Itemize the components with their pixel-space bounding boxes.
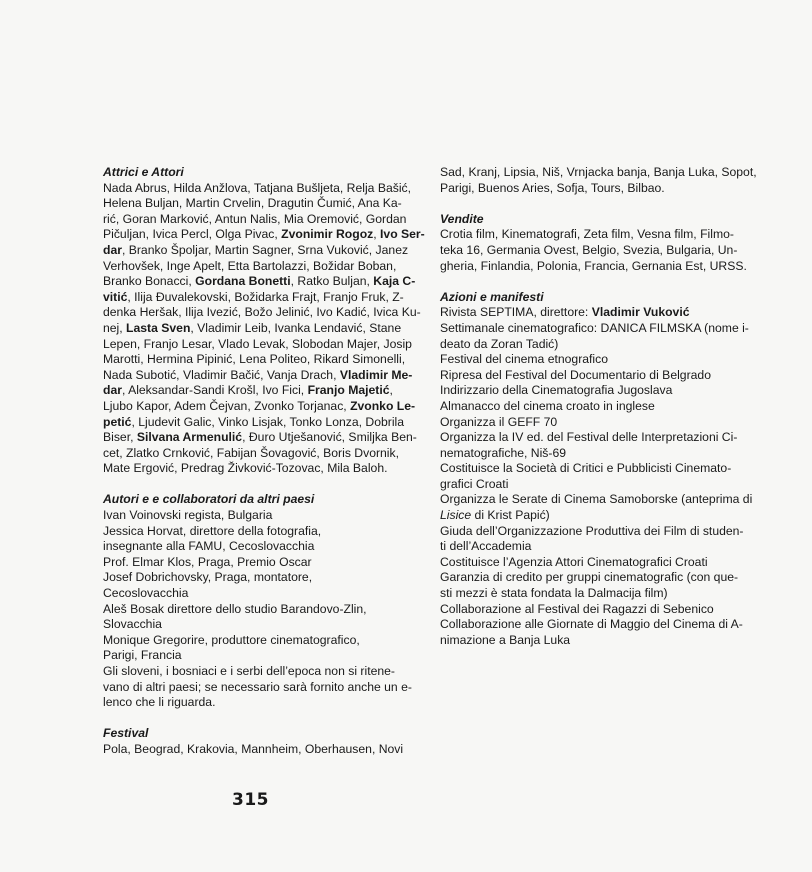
text-run: insegnante alla FAMU, Cecoslovacchia	[103, 539, 315, 554]
text-run: Settimanale cinematografico: DANICA FILMSKA (nome i-	[440, 320, 749, 335]
bold-name: vitić	[103, 289, 128, 304]
text-run: , Đuro Utješanović, Smiljka Ben-	[242, 430, 417, 445]
text-run: Pola, Beograd, Krakovia, Mannheim, Oberhausen, Novi	[103, 741, 404, 756]
text-run: Nada Abrus, Hilda Anžlova, Tatjana Bušljeta, Relja Bašić,	[103, 180, 412, 195]
bold-name: Zvonimir Rogoz	[281, 227, 374, 242]
text-run: Monique Gregorire, produttore cinematografico,	[103, 632, 360, 647]
text-run: deato da Zoran Tadić)	[440, 336, 559, 351]
text-line	[103, 430, 419, 446]
text-line	[440, 181, 758, 197]
text-line	[103, 524, 419, 540]
text-run: Almanacco del cinema croato in inglese	[440, 398, 655, 413]
text-line	[440, 633, 758, 649]
text-run: , Ratko Buljan,	[290, 274, 374, 289]
text-line	[440, 617, 758, 633]
text-run: ti dell’Accademia	[440, 539, 532, 554]
text-line	[103, 243, 419, 259]
text-run: rić, Goran Marković, Antun Nalis, Mia Oremović, Gordan	[103, 211, 407, 226]
text-run: Crotia film, Kinematografi, Zeta film, Vesna film, Filmo-	[440, 227, 734, 242]
text-line	[103, 352, 419, 368]
text-line	[103, 212, 419, 228]
text-run: Indirizzario della Cinematografia Jugoslava	[440, 383, 673, 398]
text-run: Mate Ergović, Predrag Živković-Tozovac, Mila Baloh.	[103, 461, 388, 476]
text-run: Cecoslovacchia	[103, 586, 189, 601]
text-run: Verhovšek, Inge Apelt, Etta Bartolazzi, Božidar Boban,	[103, 258, 397, 273]
text-line	[440, 477, 758, 493]
text-run: lenco che li riguarda.	[103, 695, 216, 710]
text-line	[103, 383, 419, 399]
text-line	[440, 570, 758, 586]
text-run: Marotti, Hermina Pipinić, Lena Politeo, Rikard Simonelli,	[103, 352, 406, 367]
text-run: Aleš Bosak direttore dello studio Barandovo-Zlin,	[103, 601, 367, 616]
text-line	[103, 305, 419, 321]
text-line	[440, 586, 758, 602]
festival-heading: Festival	[103, 726, 149, 741]
text-run: Collaborazione al Festival dei Ragazzi di Sebenico	[440, 601, 714, 616]
bold-name: Zvonko Le-	[350, 398, 416, 413]
text-line	[103, 742, 419, 758]
text-line	[440, 555, 758, 571]
text-line	[103, 508, 419, 524]
actors-heading: Attrici e Attori	[103, 165, 184, 179]
bold-name: Ivo Ser-	[380, 227, 425, 242]
text-line	[103, 586, 419, 602]
text-run: Gli sloveni, i bosniaci e i serbi dell’epoca non si ritene-	[103, 664, 395, 678]
text-line	[440, 415, 758, 431]
text-line	[440, 259, 758, 275]
text-run: vano di altri paesi; se necessario sarà fornito anche un e-	[103, 679, 412, 694]
text-run: Costituisce l’Agenzia Attori Cinematografici Croati	[440, 554, 708, 569]
text-run: Organizza le Serate di Cinema Samoborske (anteprima di	[440, 492, 753, 507]
bold-name: Vladimir Vuković	[591, 305, 690, 320]
text-line	[103, 461, 419, 477]
text-line	[103, 337, 419, 353]
text-line	[103, 633, 419, 649]
text-line	[440, 430, 758, 446]
right-column	[440, 165, 758, 648]
text-run: di Krist Papić)	[471, 508, 550, 523]
text-run: , Vladimir Leib, Ivanka Lendavić, Stane	[190, 320, 402, 335]
text-run: Parigi, Buenos Aries, Sofja, Tours, Bilbao.	[440, 180, 665, 195]
actors-list	[103, 180, 425, 477]
text-line	[103, 664, 419, 680]
text-line	[103, 399, 419, 415]
text-run: ,	[373, 227, 381, 242]
sales-list	[440, 227, 758, 274]
actions-heading: Azioni e manifesti	[440, 289, 544, 304]
bold-name: petić	[103, 414, 132, 429]
bold-name: Lasta Sven	[126, 320, 191, 335]
text-run: teka 16, Germania Ovest, Belgio, Svezia, Bulgaria, Un-	[440, 242, 738, 257]
bold-name: Gordana Bonetti	[195, 274, 291, 289]
bold-name: Kaja C-	[373, 274, 416, 289]
text-line	[440, 524, 758, 540]
text-line	[440, 602, 758, 618]
text-line	[440, 321, 758, 337]
text-run: Ripresa del Festival del Documentario di Belgrado	[440, 367, 711, 382]
text-line	[440, 461, 758, 477]
bold-name: Franjo Majetić	[307, 383, 390, 398]
text-run: gheria, Finlandia, Polonia, Francia, Gernania Est, URSS.	[440, 258, 747, 273]
text-run: Giuda dell’Organizzazione Produttiva dei Film di studen-	[440, 523, 744, 538]
text-run: Biser,	[103, 430, 137, 445]
text-line	[103, 680, 419, 696]
text-run: Costituisce la Società di Critici e Pubblicisti Cinemato-	[440, 461, 732, 476]
page-number: 315	[232, 790, 269, 810]
text-line	[103, 617, 419, 633]
bold-name: Vladimir Me-	[339, 367, 413, 382]
text-run: Sad, Kranj, Lipsia, Niš, Vrnjacka banja, Banja Luka, Sopot,	[440, 165, 757, 179]
text-line	[440, 399, 758, 415]
text-line	[103, 196, 419, 212]
text-line	[440, 383, 758, 399]
text-line	[103, 539, 419, 555]
text-run: Ivan Voinovski regista, Bulgaria	[103, 508, 273, 523]
text-run: Festival del cinema etnografico	[440, 352, 609, 367]
text-line	[440, 352, 758, 368]
text-line	[103, 415, 419, 431]
text-run: Lepen, Franjo Lesar, Vlado Levak, Slobodan Majer, Josip	[103, 336, 412, 351]
text-line	[440, 446, 758, 462]
text-run: cet, Zlatko Crnković, Fabijan Šovagović, Boris Dvornik,	[103, 445, 399, 460]
text-line	[440, 337, 758, 353]
left-column	[103, 165, 425, 758]
text-run: , Aleksandar-Sandi Krošl, Ivo Fici,	[121, 383, 308, 398]
text-line	[440, 305, 758, 321]
text-run: Organizza il GEFF 70	[440, 414, 558, 429]
text-run: Parigi, Francia	[103, 648, 182, 663]
text-line	[103, 368, 419, 384]
text-run: Collaborazione alle Giornate di Maggio del Cinema di A-	[440, 617, 743, 632]
festival-list-continued	[440, 165, 758, 196]
text-line	[103, 321, 419, 337]
festival-list	[103, 742, 419, 758]
text-line	[440, 368, 758, 384]
text-line	[440, 508, 758, 524]
text-run: , Branko Špoljar, Martin Sagner, Srna Vuković, Janez	[121, 242, 409, 257]
text-run: Organizza la IV ed. del Festival delle Interpretazioni Ci-	[440, 430, 738, 445]
text-run: Slovacchia	[103, 617, 162, 632]
text-run: , Ljudevit Galic, Vinko Lisjak, Tonko Lonza, Dobrila	[131, 414, 405, 429]
text-run: Garanzia di credito per gruppi cinematografic (con que-	[440, 570, 739, 585]
text-run: Ljubo Kapor, Adem Čejvan, Zvonko Torjanac,	[103, 398, 351, 413]
text-line	[103, 181, 419, 197]
text-run: Jessica Horvat, direttore della fotografia,	[103, 523, 322, 538]
text-line	[440, 243, 758, 259]
bold-name: dar	[103, 383, 122, 398]
text-run: Nada Subotić, Vladimir Bačić, Vanja Drach,	[103, 367, 340, 382]
text-run: Prof. Elmar Klos, Praga, Premio Oscar	[103, 554, 312, 569]
foreign-collaborators-list	[103, 508, 419, 711]
text-run: nimazione a Banja Luka	[440, 632, 571, 647]
text-run: Rivista SEPTIMA, direttore:	[440, 305, 592, 320]
text-line	[103, 227, 425, 243]
text-line	[103, 446, 419, 462]
actions-list	[440, 305, 758, 648]
text-run: Branko Bonacci,	[103, 274, 196, 289]
text-line	[440, 227, 758, 243]
italic-title: Lisice	[440, 508, 472, 523]
text-run: Josef Dobrichovsky, Praga, montatore,	[103, 570, 313, 585]
text-run: , Ilija Đuvalekovski, Božidarka Frajt, Franjo Fruk, Z-	[127, 289, 404, 304]
text-line	[440, 539, 758, 555]
text-run: nej,	[103, 320, 127, 335]
text-run: sti mezzi è stata fondata la Dalmacija film)	[440, 586, 668, 601]
text-line	[103, 259, 419, 275]
text-line	[103, 274, 419, 290]
text-line	[440, 165, 758, 181]
bold-name: Silvana Armenulić	[136, 430, 243, 445]
text-line	[103, 602, 419, 618]
text-run: grafici Croati	[440, 476, 509, 491]
sales-heading: Vendite	[440, 211, 484, 226]
text-line	[103, 648, 419, 664]
text-run: denka Heršak, Ilija Ivezić, Božo Jelinić, Ivo Kadić, Ivica Ku-	[103, 305, 421, 320]
text-run: ,	[389, 383, 393, 398]
foreign-collaborators-heading: Autori e e collaboratori da altri paesi	[103, 492, 315, 507]
text-run: Pičuljan, Ivica Percl, Olga Pivac,	[103, 227, 282, 242]
bold-name: dar	[103, 242, 122, 257]
text-line	[103, 695, 419, 711]
text-line	[103, 290, 419, 306]
text-line	[103, 570, 419, 586]
text-run: Helena Buljan, Martin Crvelin, Dragutin Čumić, Ana Ka-	[103, 196, 402, 211]
text-run: nematografiche, Niš-69	[440, 445, 566, 460]
text-line	[440, 492, 758, 508]
text-line	[103, 555, 419, 571]
